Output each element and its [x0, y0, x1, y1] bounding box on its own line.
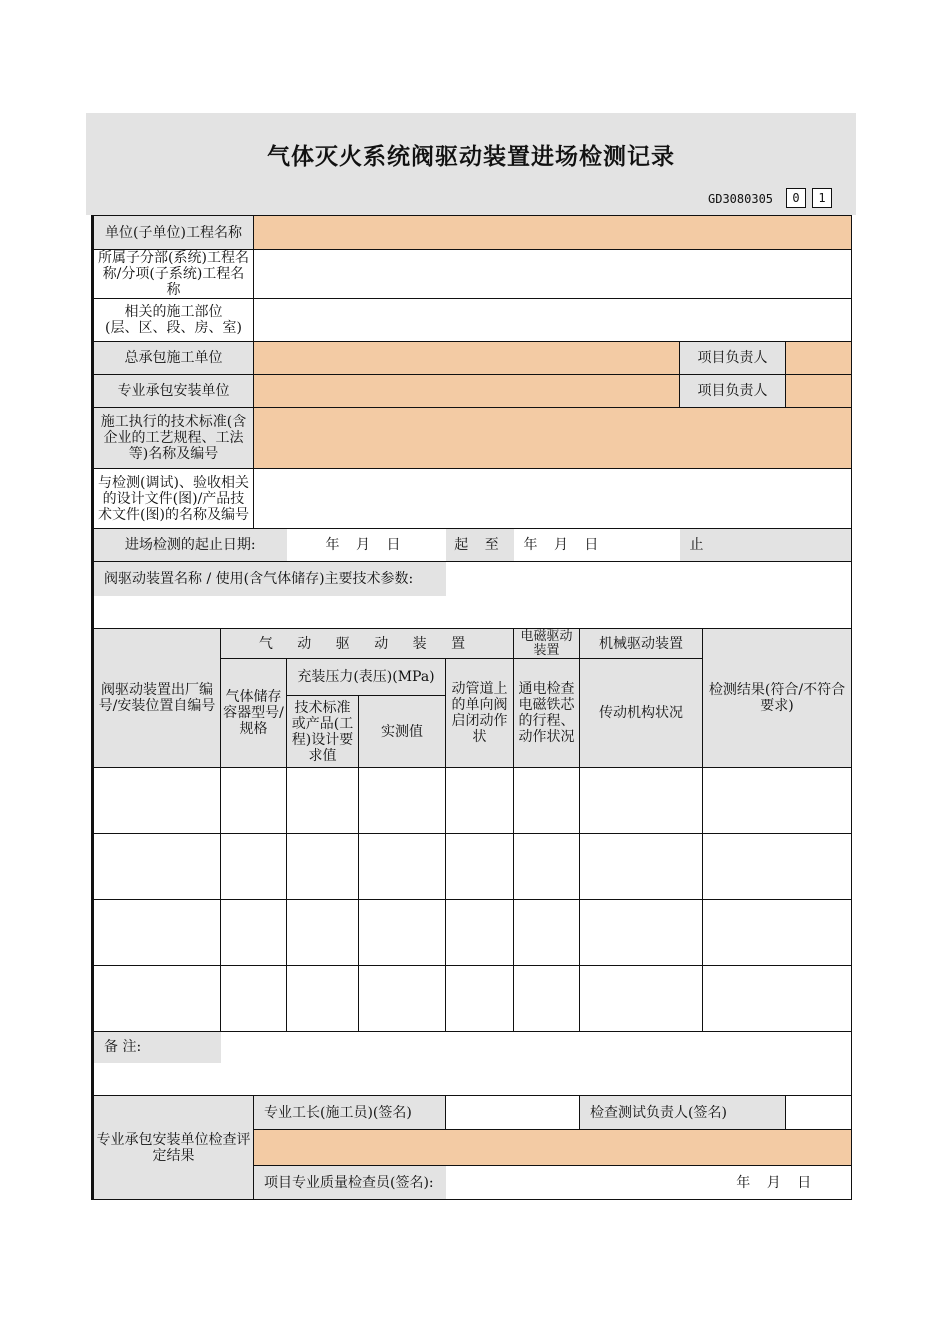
cell[interactable] — [514, 966, 580, 1032]
field-params-continued[interactable] — [93, 596, 852, 629]
col-elec-drive: 电磁驱动装置 — [514, 629, 580, 659]
label-dates: 进场检测的起止日期: — [93, 529, 287, 562]
date-end[interactable]: 年 月 日 — [514, 529, 680, 562]
cell[interactable] — [703, 966, 852, 1032]
label-from: 起 至 — [446, 529, 514, 562]
label-inspector-sign: 项目专业质量检查员(签名): — [254, 1166, 446, 1200]
table-row — [93, 768, 852, 834]
field-remarks-continued[interactable] — [93, 1063, 852, 1096]
label-project-leader-2: 项目负责人 — [680, 375, 786, 408]
form-code: GD3080305 — [708, 192, 774, 206]
col-mech-status: 传动机构状况 — [580, 659, 703, 768]
col-pipe-valve: 动管道上的单向阀启闭动作状 — [446, 659, 514, 768]
label-design-files: 与检测(调试)、验收相关的设计文件(图)/产品技术文件(图)的名称及编号 — [93, 469, 254, 529]
field-foreman-sign[interactable] — [446, 1096, 580, 1130]
field-general-contractor[interactable] — [254, 342, 680, 375]
col-gas-drive: 气 动 驱 动 装 置 — [221, 629, 514, 659]
cell[interactable] — [93, 768, 221, 834]
field-unit-project[interactable] — [254, 216, 852, 250]
col-std-value: 技术标准或产品(工程)设计要求值 — [287, 696, 359, 768]
cell[interactable] — [359, 834, 446, 900]
col-serial-number: 阀驱动装置出厂编号/安装位置自编号 — [93, 629, 221, 768]
col-coil-check: 通电检查电磁铁芯的行程、动作状况 — [514, 659, 580, 768]
field-remarks[interactable] — [221, 1032, 852, 1063]
cell[interactable] — [514, 834, 580, 900]
record-table — [91, 215, 852, 1200]
field-params[interactable] — [446, 562, 852, 596]
col-mech-drive: 机械驱动装置 — [580, 629, 703, 659]
cell[interactable] — [446, 834, 514, 900]
label-tech-standard: 施工执行的技术标准(含企业的工艺规程、工法等)名称及编号 — [93, 408, 254, 469]
field-eval-result[interactable] — [254, 1130, 852, 1166]
field-construction-part[interactable] — [254, 299, 852, 342]
cell[interactable] — [580, 834, 703, 900]
cell[interactable] — [221, 966, 287, 1032]
cell[interactable] — [287, 834, 359, 900]
label-sub-project: 所属子分部(系统)工程名称/分项(子系统)工程名称 — [93, 250, 254, 299]
cell[interactable] — [221, 834, 287, 900]
label-eval-result: 专业承包安装单位检查评定结果 — [93, 1096, 254, 1200]
cell[interactable] — [93, 834, 221, 900]
label-foreman-sign: 专业工长(施工员)(签名) — [254, 1096, 446, 1130]
field-sub-project[interactable] — [254, 250, 852, 299]
cell[interactable] — [580, 900, 703, 966]
code-box-1[interactable]: 0 — [786, 188, 806, 208]
label-general-contractor: 总承包施工单位 — [93, 342, 254, 375]
label-unit-project: 单位(子单位)工程名称 — [93, 216, 254, 250]
cell[interactable] — [446, 768, 514, 834]
cell[interactable] — [287, 966, 359, 1032]
col-pressure: 充装压力(表压)(MPa) — [287, 659, 446, 696]
table-row — [93, 966, 852, 1032]
field-design-files[interactable] — [254, 469, 852, 529]
cell[interactable] — [93, 900, 221, 966]
label-to: 止 — [680, 529, 852, 562]
col-measured: 实测值 — [359, 696, 446, 768]
cell[interactable] — [221, 900, 287, 966]
cell[interactable] — [359, 900, 446, 966]
cell[interactable] — [287, 900, 359, 966]
label-remarks: 备 注: — [93, 1032, 221, 1063]
cell[interactable] — [703, 768, 852, 834]
footer-date[interactable]: 年 月 日 — [703, 1166, 852, 1200]
label-construction-part: 相关的施工部位 (层、区、段、房、室) — [93, 299, 254, 342]
cell[interactable] — [359, 966, 446, 1032]
field-tester-sign[interactable] — [786, 1096, 852, 1130]
field-project-leader-2[interactable] — [786, 375, 852, 408]
label-project-leader: 项目负责人 — [680, 342, 786, 375]
cell[interactable] — [580, 768, 703, 834]
date-start[interactable]: 年 月 日 — [287, 529, 446, 562]
page-title: 气体灭火系统阀驱动装置进场检测记录 — [267, 144, 675, 170]
cell[interactable] — [703, 900, 852, 966]
table-row — [93, 834, 852, 900]
field-project-leader[interactable] — [786, 342, 852, 375]
col-result: 检测结果(符合/不符合要求) — [703, 629, 852, 768]
cell[interactable] — [580, 966, 703, 1032]
cell[interactable] — [221, 768, 287, 834]
cell[interactable] — [359, 768, 446, 834]
cell[interactable] — [93, 966, 221, 1032]
field-inspector-sign[interactable] — [446, 1166, 703, 1200]
table-row — [93, 900, 852, 966]
cell[interactable] — [514, 900, 580, 966]
cell[interactable] — [514, 768, 580, 834]
field-tech-standard[interactable] — [254, 408, 852, 469]
col-container: 气体储存容器型号/规格 — [221, 659, 287, 768]
cell[interactable] — [703, 834, 852, 900]
field-specialty-contractor[interactable] — [254, 375, 680, 408]
label-params: 阀驱动装置名称 / 使用(含气体储存)主要技术参数: — [93, 562, 446, 596]
cell[interactable] — [446, 900, 514, 966]
cell[interactable] — [446, 966, 514, 1032]
code-box-2[interactable]: 1 — [812, 188, 832, 208]
label-tester-sign: 检查测试负责人(签名) — [580, 1096, 786, 1130]
label-specialty-contractor: 专业承包安装单位 — [93, 375, 254, 408]
cell[interactable] — [287, 768, 359, 834]
